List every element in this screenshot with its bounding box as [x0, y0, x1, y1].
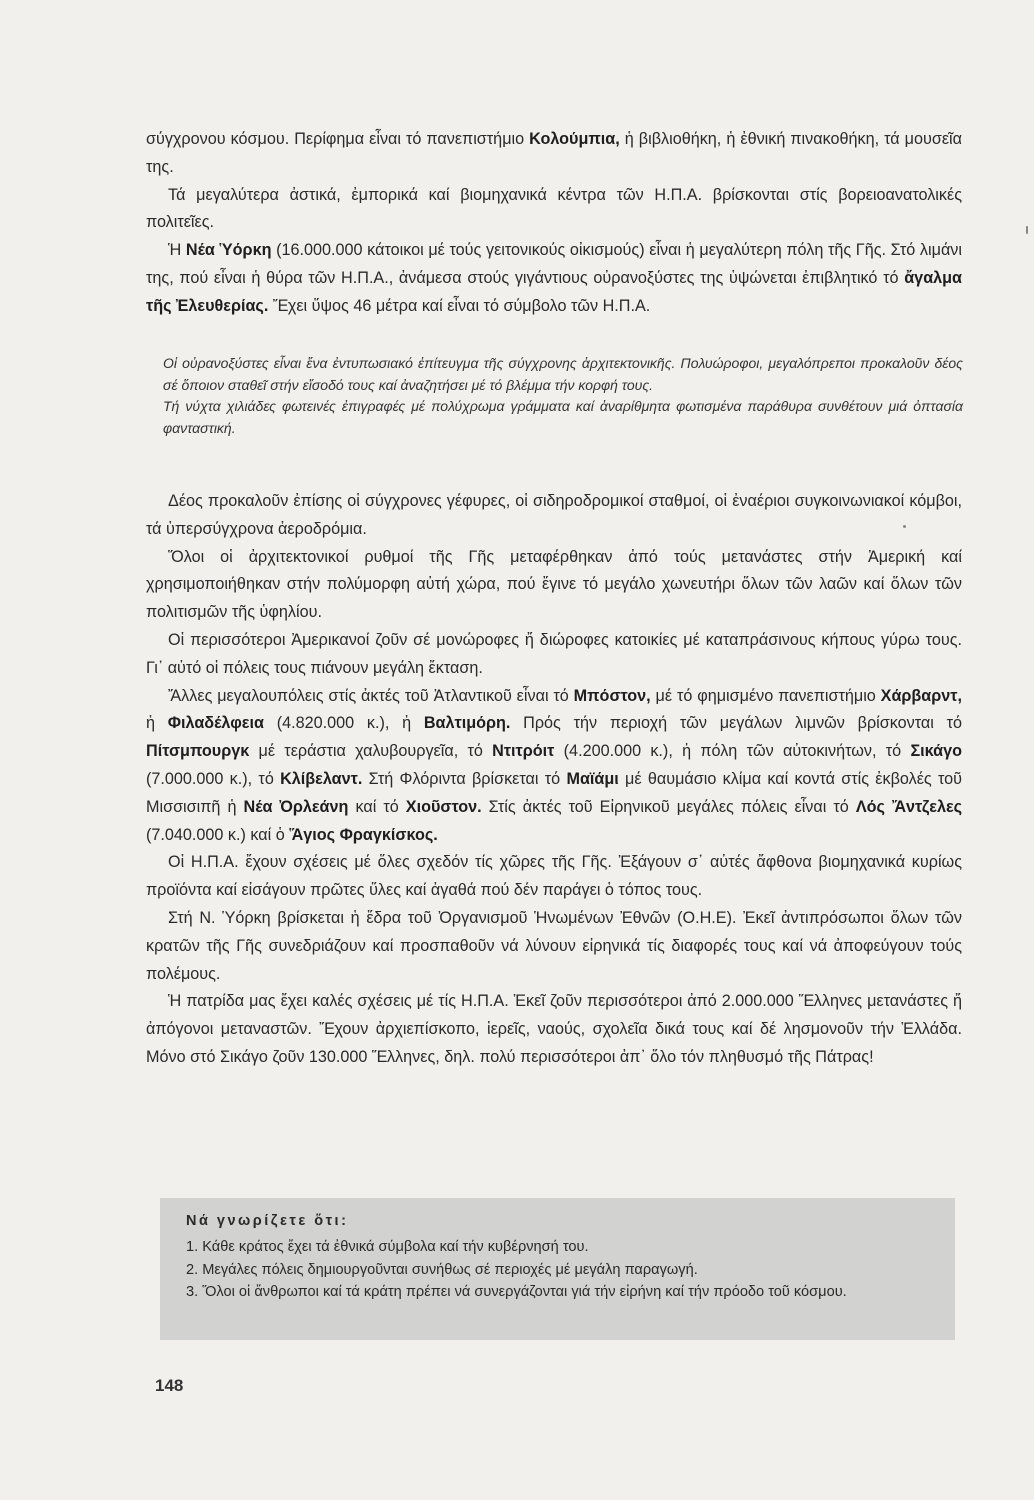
- print-speck: [1026, 226, 1028, 234]
- city-new-orleans: Νέα Ὀρλεάνη: [243, 797, 349, 816]
- summary-item-1: 1. Κάθε κράτος ἔχει τά ἐθνικά σύμβολα καί τήν κυβέρνησή του.: [186, 1239, 589, 1255]
- bold-term: Νέα Ὑόρκη: [185, 241, 272, 260]
- text-section-top: [146, 126, 962, 321]
- city-houston: Χιοῦστον.: [405, 797, 482, 816]
- paragraph-3: Ἡ Νέα Ὑόρκη (16.000.000 κάτοικοι μέ τούς γειτονικούς οἰκισμούς) εἶναι ἡ μεγαλύτερη πόλη τῆς Γῆς. Στό λιμάνι της, πού εἶναι ἡ θύρα τῶν Η.Π.Α., ἀνάμεσα στούς γιγάντιους οὐρανοξύστες της ὑψώνεται ἐπιβλητικό τό ἄγαλμα τῆς Ἐλευθερίας. Ἔχει ὕψος 46 μέτρα καί εἶναι τό σύμβολο τῶν Η.Π.Α.: [146, 241, 962, 315]
- paragraph-9: Στή Ν. Ὑόρκη βρίσκεται ἡ ἕδρα τοῦ Ὀργανισμοῦ Ἡνωμένων Ἐθνῶν (Ο.Η.Ε). Ἐκεῖ ἀντιπρόσωποι ὅλων τῶν κρατῶν τῆς Γῆς συνεδριάζουν καί προσπαθοῦν νά λύνουν εἰρηνικά τίς διαφορές τους καί νά ἀποφεύγουν τούς πολέμους.: [146, 908, 962, 983]
- paragraph-10: Ἡ πατρίδα μας ἔχει καλές σχέσεις μέ τίς Η.Π.Α. Ἐκεῖ ζοῦν περισσότεροι ἀπό 2.000.000 Ἕλληνες μετανάστες ἤ ἀπόγονοι μεταναστῶν. Ἔχουν ἀρχιεπίσκοπο, ἱερεῖς, ναούς, σχολεῖα δικά τους καί δέ λησμονοῦν τήν Ἑλλάδα. Μόνο στό Σικάγο ζοῦν 130.000 Ἕλληνες, δηλ. πολύ περισσότεροι ἀπ᾿ ὅλο τόν πληθυσμό τῆς Πάτρας!: [146, 992, 962, 1066]
- city-boston: Μπόστον,: [573, 686, 651, 705]
- city-san-francisco: Ἅγιος Φραγκίσκος.: [289, 825, 438, 844]
- italic-paragraph-2: Τή νύχτα χιλιάδες φωτεινές ἐπιγραφές μέ πολύχρωμα γράμματα καί ἀναρίθμητα φωτισμένα παράθυρα συνθέτουν μιά ὀπτασία φανταστική.: [163, 398, 963, 436]
- paragraph-8: Οἱ Η.Π.Α. ἔχουν σχέσεις μέ ὅλες σχεδόν τίς χῶρες τῆς Γῆς. Ἐξάγουν σ᾿ αὐτές ἄφθονα βιομηχανικά κυρίως προϊόντα καί εἰσάγουν πρῶτες ὕλες καί ἀγαθά πού δέν παράγει ὁ τόπος τους.: [146, 853, 962, 900]
- city-baltimore: Βαλτιμόρη.: [423, 714, 511, 733]
- print-speck: [903, 525, 906, 528]
- city-los-angeles: Λός Ἄντζελες: [855, 797, 963, 816]
- paragraph-7: Ἄλλες μεγαλουπόλεις στίς ἀκτές τοῦ Ἀτλαντικοῦ εἶναι τό Μπόστον, μέ τό φημισμένο πανεπιστήμιο Χάρβαρντ, ἡ Φιλαδέλφεια (4.820.000 κ.), ἡ Βαλτιμόρη. Πρός τήν περιοχή τῶν μεγάλων λιμνῶν βρίσκονται τό Πίτσμπουργκ μέ τεράστια χαλυβουργεῖα, τό Ντιτρόιτ (4.200.000 κ.), ἡ πόλη τῶν αὐτοκινήτων, τό Σικάγο (7.000.000 κ.), τό Κλίβελαντ. Στή Φλόριντα βρίσκεται τό Μαϊάμι μέ θαυμάσιο κλίμα καί κοντά στίς ἐκβολές τοῦ Μισσισιπῆ ἡ Νέα Ὀρλεάνη καί τό Χιοῦστον. Στίς ἀκτές τοῦ Εἰρηνικοῦ μεγάλες πόλεις εἶναι τό Λός Ἄντζελες (7.040.000 κ.) καί ὁ Ἅγιος Φραγκίσκος.: [146, 686, 963, 844]
- city-chicago: Σικάγο: [910, 742, 962, 761]
- bold-term: ἄγαλμα τῆς Ἐλευθερίας.: [146, 268, 962, 315]
- paragraph-4: Δέος προκαλοῦν ἐπίσης οἱ σύγχρονες γέφυρες, οἱ σιδηροδρομικοί σταθμοί, οἱ ἐναέριοι συγκοινωνιακοί κόμβοι, τά ὑπερσύγχρονα ἀεροδρόμια.: [146, 492, 962, 538]
- paragraph-1: σύγχρονου κόσμου. Περίφημα εἶναι τό πανεπιστήμιο Κολούμπια, ἡ βιβλιοθήκη, ἡ ἐθνική πινακοθήκη, τά μουσεῖα της.: [146, 130, 963, 176]
- paragraph-5: Ὅλοι οἱ ἀρχιτεκτονικοί ρυθμοί τῆς Γῆς μεταφέρθηκαν ἀπό τούς μετανάστες στήν Ἀμερική καί χρησιμοποιήθηκαν στήν πολύμορφη αὐτή χώρα, πού ἔγινε τό μεγάλο χωνευτήρι ὅλων τῶν λαῶν καί ὅλων τῶν πολιτισμῶν τῆς ὑφηλίου.: [146, 547, 962, 622]
- summary-item-3: 3. Ὅλοι οἱ ἄνθρωποι καί τά κράτη πρέπει νά συνεργάζονται γιά τήν εἰρήνη καί τήν πρόοδο τοῦ κόσμου.: [186, 1284, 847, 1300]
- italic-paragraph-1: Οἱ οὐρανοξύστες εἶναι ἕνα ἐντυπωσιακό ἐπίτευγμα τῆς σύγχρονης ἀρχιτεκτονικῆς. Πολυώροφοι, μεγαλόπρεποι προκαλοῦν δέος σέ ὅποιον σταθεῖ στήν εἴσοδό τους καί ἀναζητήσει μέ τό βλέμμα τήν κορφή τους.: [163, 355, 963, 393]
- paragraph-2: Τά μεγαλύτερα ἀστικά, ἐμπορικά καί βιομηχανικά κέντρα τῶν Η.Π.Α. βρίσκονται στίς βορειοανατολικές πολιτεῖες.: [146, 185, 962, 232]
- city-philadelphia: Φιλαδέλφεια: [167, 714, 264, 733]
- summary-box-list: [186, 1236, 946, 1304]
- paragraph-6: Οἱ περισσότεροι Ἀμερικανοί ζοῦν σέ μονώροφες ἤ διώροφες κατοικίες μέ καταπράσινους κήπους γύρω τους. Γι᾿ αὐτό οἱ πόλεις τους πιάνουν μεγάλη ἔκταση.: [146, 630, 962, 677]
- city-pittsburgh: Πίτσμπουργκ: [146, 742, 250, 761]
- city-cleveland: Κλίβελαντ.: [280, 769, 363, 788]
- summary-box-title: Νά γνωρίζετε ὅτι:: [186, 1213, 349, 1229]
- page-number: 148: [155, 1376, 184, 1395]
- summary-item-2: 2. Μεγάλες πόλεις δημιουργοῦνται συνήθως σέ περιοχές μέ μεγάλη παραγωγή.: [186, 1261, 698, 1278]
- text-section-main: [146, 488, 962, 1072]
- univ-harvard: Χάρβαρντ,: [880, 686, 962, 705]
- city-miami: Μαϊάμι: [566, 769, 619, 788]
- bold-term: Κολούμπια,: [529, 130, 620, 148]
- italic-note: [163, 353, 963, 439]
- city-detroit: Ντιτρόιτ: [492, 742, 555, 761]
